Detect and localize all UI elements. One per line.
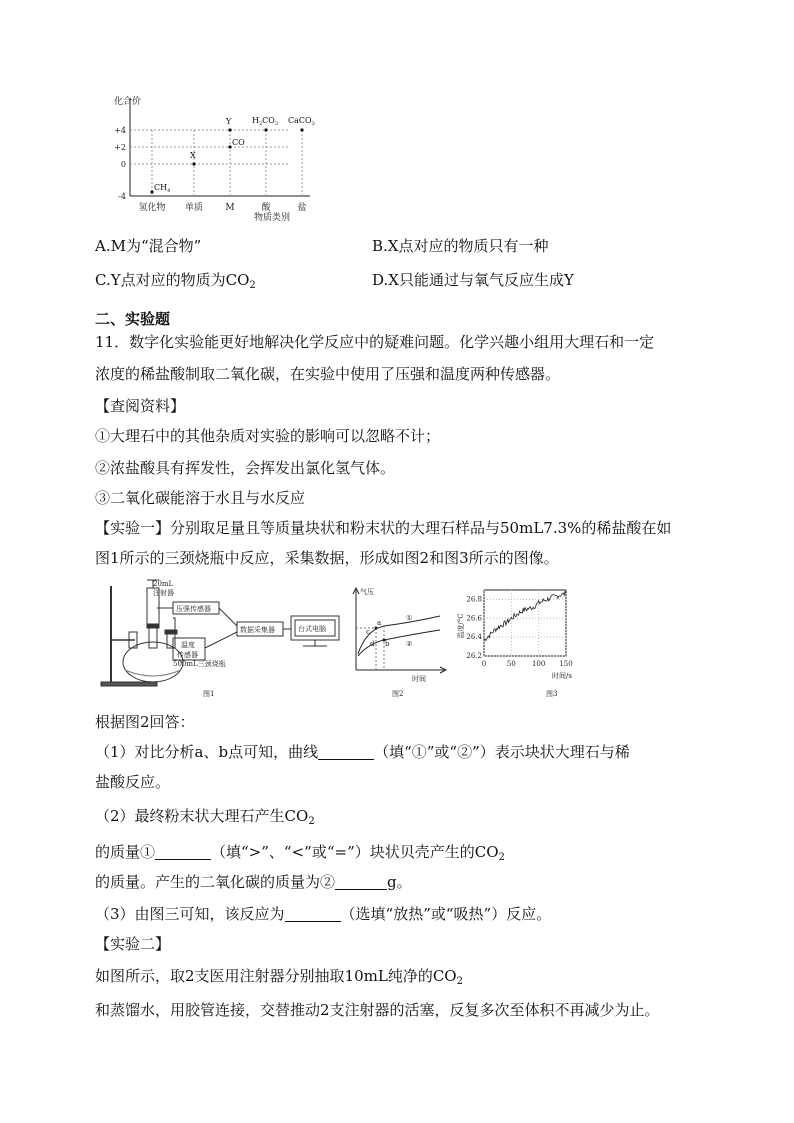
section-title: 二、实验题 <box>95 310 171 328</box>
answer-blank-3[interactable] <box>335 875 387 890</box>
info-item-1: ①大理石中的其他杂质对实验的影响可以忽略不计； <box>95 427 441 445</box>
y-tick-label: 26.6 <box>466 614 482 623</box>
y-tick-label: 0 <box>120 160 126 169</box>
point-a-label: a <box>377 619 382 627</box>
x-tick-label: M <box>225 203 235 213</box>
pressure-axis-label: 气压 <box>360 588 374 596</box>
y-tick-label: 26.4 <box>466 633 482 642</box>
point-c-label: c <box>366 628 370 636</box>
data-collector-label: 数据采集器 <box>240 626 275 634</box>
y-tick-label: +2 <box>114 143 126 152</box>
x-tick-label: 100 <box>531 660 546 668</box>
info-item-3: ③二氧化碳能溶于水且与水反应 <box>95 489 306 507</box>
point-d-label: d <box>370 640 375 648</box>
point-caco3 <box>300 128 303 131</box>
time-axis-label: 时间/s <box>552 672 572 680</box>
x-tick-label: 单质 <box>184 203 204 213</box>
sub-question-3: （3）由图三可知，该反应为 （选填“放热”或“吸热”）反应。 <box>95 905 552 923</box>
y-tick-label: 26.2 <box>466 652 482 660</box>
point-x <box>192 162 195 165</box>
x-tick-label: 酸 <box>261 203 271 213</box>
flask-label: 500mL三颈烧瓶 <box>173 660 226 668</box>
point-h2co3 <box>264 128 267 131</box>
option-a: A.M为“混合物” <box>95 237 202 255</box>
curve-1-label: ① <box>406 614 413 622</box>
x-tick-label: 0 <box>481 660 487 668</box>
x-tick-label: 50 <box>506 660 516 668</box>
temperature-line <box>484 591 566 640</box>
sub-question-2-line2: 的质量① （填“>”、“<”或“=”）块状贝壳产生的$CO_2$ <box>95 843 505 863</box>
sub-question-2: （2）最终粉末状大理石产生$CO_2$ <box>95 807 315 827</box>
point-label-co: CO <box>232 138 245 147</box>
y-tick-label: -4 <box>118 192 126 201</box>
figure-1-caption: 图1 <box>203 690 215 698</box>
point-label-h2co3: $H_2CO_3$ <box>252 116 279 127</box>
option-b: B.X点对应的物质只有一种 <box>372 237 549 255</box>
q11-intro-line2: 浓度的稀盐酸制取二氧化碳，在实验中使用了压强和温度两种传感器。 <box>95 365 561 383</box>
x-axis-title: 物质类别 <box>254 213 291 223</box>
experiment2-heading: 【实验二】 <box>95 935 171 953</box>
experiment1-line1: 【实验一】分别取足量且等质量块状和粉末状的大理石样品与50mL7.3%的稀盐酸在如 <box>95 519 672 537</box>
curve-2-label: ② <box>406 640 413 648</box>
temperature-sensor-label-2: 传感器 <box>177 651 198 659</box>
sub-question-1: （1）对比分析a、b点可知，曲线 （填“①”或“②”）表示块状大理石与稀 <box>95 743 630 761</box>
experiment1-line2: 图1所示的三颈烧瓶中反应，采集数据，形成如图2和图3所示的图像。 <box>95 549 559 567</box>
point-label-caco3: CaCO$_3$ <box>288 116 315 127</box>
info-heading: 【查阅资料】 <box>95 397 186 415</box>
point-label-ch4: $CH_4$ <box>154 183 171 194</box>
answer-instruction: 根据图2回答： <box>95 713 195 731</box>
time-axis-label: 时间 <box>412 675 426 683</box>
option-c: C.Y点对应的物质为$CO_2$ <box>95 271 256 291</box>
answer-blank-2[interactable] <box>155 845 211 860</box>
x-tick-label: 盐 <box>297 203 307 213</box>
y-axis-title: 化合价 <box>114 97 142 107</box>
experiment2-line1: 如图所示，取2支医用注射器分别抽取10mL纯净的$CO_2$ <box>95 967 463 987</box>
option-d: D.X只能通过与氧气反应生成Y <box>372 271 574 289</box>
point-label-y: Y <box>226 117 232 126</box>
info-item-2: ②浓盐酸具有挥发性，会挥发出氯化氢气体。 <box>95 459 396 477</box>
y-tick-label: +4 <box>114 126 126 135</box>
sub-question-2-line3: 的质量。产生的二氧化碳的质量为② g。 <box>95 873 412 891</box>
q11-intro-line1: 11．数字化实验能更好地解决化学反应中的疑难问题。化学兴趣小组用大理石和一定 <box>95 333 655 351</box>
temperature-chart <box>454 584 584 700</box>
point-b-label: b <box>385 640 390 648</box>
temperature-axis-label: 温度/°C <box>457 613 465 639</box>
temperature-sensor-label-1: 温度 <box>181 641 195 649</box>
point-label-x: X <box>190 151 196 160</box>
y-tick-label: 26.8 <box>466 595 482 604</box>
x-tick-label: 氢化物 <box>138 203 166 213</box>
figure-2-caption: 图2 <box>392 690 404 698</box>
valence-chart <box>100 90 320 230</box>
figure-3-caption: 图3 <box>546 690 558 698</box>
apparatus-figure <box>95 578 345 700</box>
answer-blank-1[interactable] <box>318 745 374 760</box>
experiment2-line2: 和蒸馏水，用胶管连接，交替推动2支注射器的活塞，反复多次至体积不再减少为止。 <box>95 1001 660 1019</box>
pressure-sensor-label: 压强传感器 <box>176 605 211 613</box>
syringe-label: 注射器 <box>153 589 174 597</box>
point-y <box>228 128 231 131</box>
pressure-chart <box>344 584 454 700</box>
sub-question-1-cont: 盐酸反应。 <box>95 773 171 791</box>
syringe-size-label: 20mL <box>153 580 174 588</box>
answer-blank-4[interactable] <box>285 907 341 922</box>
computer-label: 台式电脑 <box>298 625 326 633</box>
x-tick-label: 150 <box>559 660 573 668</box>
